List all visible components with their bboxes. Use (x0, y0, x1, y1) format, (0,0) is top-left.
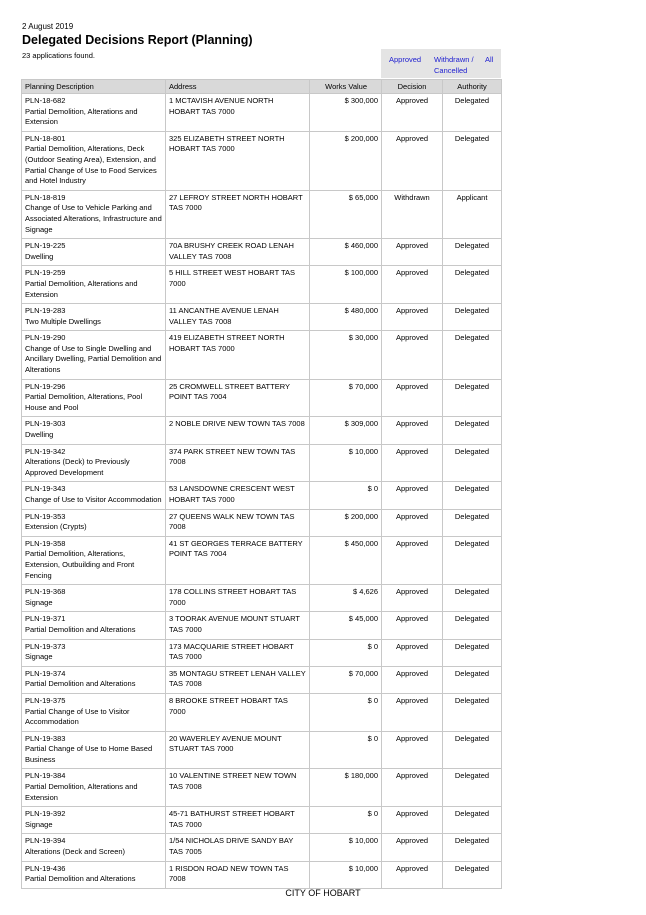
works-value-cell: $ 0 (310, 807, 382, 834)
authority-cell: Delegated (443, 379, 502, 417)
application-description: Partial Change of Use to Home Based Business (25, 744, 153, 764)
application-id: PLN-19-383 (25, 733, 66, 743)
header-authority: Authority (443, 80, 502, 94)
table-body (22, 94, 502, 889)
decision-cell: Approved (382, 94, 443, 132)
application-description: Partial Change of Use to Visitor Accommodation (25, 706, 130, 727)
report-date: 2 August 2019 (22, 22, 74, 31)
applications-table (21, 79, 502, 889)
works-value-cell: $ 10,000 (310, 444, 382, 482)
header-decision: Decision (382, 80, 443, 94)
description-cell (22, 536, 166, 584)
table-row (22, 666, 502, 693)
decision-cell: Approved (382, 807, 443, 834)
authority-cell: Delegated (443, 131, 502, 190)
application-id: PLN-19-371 (25, 614, 66, 624)
works-value-cell: $ 10,000 (310, 834, 382, 861)
application-description: Signage (25, 819, 53, 829)
table-row (22, 509, 502, 536)
table-row (22, 444, 502, 482)
decision-cell: Approved (382, 666, 443, 693)
application-id: PLN-19-296 (25, 381, 66, 391)
application-id: PLN-19-358 (25, 538, 66, 548)
address-cell: 178 COLLINS STREET HOBART TAS 7000 (166, 585, 310, 612)
works-value-cell: $ 65,000 (310, 190, 382, 238)
application-description: Partial Demolition, Alterations and Extension (25, 278, 138, 299)
application-id: PLN-19-343 (25, 484, 66, 494)
application-id: PLN-18-819 (25, 192, 66, 202)
filter-approved-link[interactable]: Approved (389, 55, 422, 64)
works-value-cell: $ 10,000 (310, 861, 382, 888)
decision-cell: Approved (382, 585, 443, 612)
decision-cell: Approved (382, 731, 443, 769)
results-count: 23 applications found. (22, 51, 95, 60)
authority-cell: Delegated (443, 693, 502, 731)
description-cell (22, 266, 166, 304)
authority-cell: Delegated (443, 639, 502, 666)
table-row (22, 304, 502, 331)
description-cell (22, 769, 166, 807)
authority-cell: Delegated (443, 666, 502, 693)
works-value-cell: $ 180,000 (310, 769, 382, 807)
table-row (22, 731, 502, 769)
table-row (22, 769, 502, 807)
address-cell: 325 ELIZABETH STREET NORTH HOBART TAS 7000 (166, 131, 310, 190)
description-cell (22, 131, 166, 190)
authority-cell: Delegated (443, 304, 502, 331)
authority-cell: Delegated (443, 834, 502, 861)
header-description: Planning Description (22, 80, 166, 94)
table-row (22, 239, 502, 266)
application-description: Alterations (Deck and Screen) (25, 847, 126, 857)
authority-cell: Delegated (443, 769, 502, 807)
address-cell: 25 CROMWELL STREET BATTERY POINT TAS 7004 (166, 379, 310, 417)
authority-cell: Delegated (443, 612, 502, 639)
decision-cell: Approved (382, 131, 443, 190)
table-row (22, 94, 502, 132)
decision-cell: Approved (382, 834, 443, 861)
application-id: PLN-19-374 (25, 668, 66, 678)
application-id: PLN-19-384 (25, 771, 66, 781)
decision-cell: Approved (382, 509, 443, 536)
table-row (22, 417, 502, 444)
application-description: Dwelling (25, 430, 54, 440)
description-cell (22, 379, 166, 417)
decision-cell: Withdrawn (382, 190, 443, 238)
application-description: Partial Demolition, Alterations and Extension (25, 106, 138, 127)
address-cell: 1/54 NICHOLAS DRIVE SANDY BAY TAS 7005 (166, 834, 310, 861)
authority-cell: Applicant (443, 190, 502, 238)
filter-all-link[interactable]: All (485, 55, 494, 64)
authority-cell: Delegated (443, 731, 502, 769)
application-id: PLN-19-303 (25, 419, 66, 429)
authority-cell: Delegated (443, 807, 502, 834)
application-id: PLN-19-394 (25, 836, 66, 846)
application-id: PLN-19-259 (25, 268, 66, 278)
decision-cell: Approved (382, 304, 443, 331)
application-id: PLN-19-290 (25, 333, 66, 343)
description-cell (22, 304, 166, 331)
description-cell (22, 861, 166, 888)
description-cell (22, 444, 166, 482)
description-cell (22, 693, 166, 731)
address-cell: 2 NOBLE DRIVE NEW TOWN TAS 7008 (166, 417, 310, 444)
works-value-cell: $ 0 (310, 482, 382, 509)
application-id: PLN-19-375 (25, 695, 66, 705)
works-value-cell: $ 100,000 (310, 266, 382, 304)
table-row (22, 861, 502, 888)
application-id: PLN-19-436 (25, 863, 66, 873)
application-id: PLN-19-342 (25, 446, 66, 456)
decision-cell: Approved (382, 769, 443, 807)
table-row (22, 693, 502, 731)
application-description: Partial Demolition, Alterations, Pool House and Pool (25, 392, 143, 412)
table-row (22, 379, 502, 417)
header-works-value: Works Value (310, 80, 382, 94)
address-cell: 35 MONTAGU STREET LENAH VALLEY TAS 7008 (166, 666, 310, 693)
decision-cell: Approved (382, 612, 443, 639)
filter-bar (381, 49, 501, 78)
authority-cell: Delegated (443, 266, 502, 304)
address-cell: 45-71 BATHURST STREET HOBART TAS 7000 (166, 807, 310, 834)
table-row (22, 585, 502, 612)
address-cell: 10 VALENTINE STREET NEW TOWN TAS 7008 (166, 769, 310, 807)
works-value-cell: $ 200,000 (310, 509, 382, 536)
application-description: Two Multiple Dwellings (25, 316, 101, 326)
application-description: Partial Demolition and Alterations (25, 624, 136, 634)
table-row (22, 536, 502, 584)
authority-cell: Delegated (443, 417, 502, 444)
authority-cell: Delegated (443, 585, 502, 612)
application-id: PLN-18-801 (25, 133, 66, 143)
application-id: PLN-19-225 (25, 241, 66, 251)
description-cell (22, 666, 166, 693)
works-value-cell: $ 45,000 (310, 612, 382, 639)
authority-cell: Delegated (443, 444, 502, 482)
description-cell (22, 807, 166, 834)
application-id: PLN-19-283 (25, 306, 66, 316)
address-cell: 27 LEFROY STREET NORTH HOBART TAS 7000 (166, 190, 310, 238)
report-title: Delegated Decisions Report (Planning) (22, 33, 253, 47)
table-row (22, 331, 502, 379)
decision-cell: Approved (382, 693, 443, 731)
description-cell (22, 509, 166, 536)
description-cell (22, 585, 166, 612)
application-description: Partial Demolition, Alterations, Deck (Outdoor Seating Area), Extension, and Partial Change of Use to Food Services and Hotel Industry (25, 144, 157, 186)
table-row (22, 834, 502, 861)
works-value-cell: $ 200,000 (310, 131, 382, 190)
decision-cell: Approved (382, 861, 443, 888)
address-cell: 173 MACQUARIE STREET HOBART TAS 7000 (166, 639, 310, 666)
application-description: Dwelling (25, 251, 54, 261)
decision-cell: Approved (382, 536, 443, 584)
address-cell: 53 LANSDOWNE CRESCENT WEST HOBART TAS 7000 (166, 482, 310, 509)
application-description: Partial Demolition, Alterations, Extension, Outbuilding and Front Fencing (25, 549, 135, 580)
application-description: Partial Demolition and Alterations (25, 679, 136, 689)
filter-withdrawn-link[interactable]: Withdrawn / Cancelled (434, 55, 474, 75)
works-value-cell: $ 460,000 (310, 239, 382, 266)
address-cell: 8 BROOKE STREET HOBART TAS 7000 (166, 693, 310, 731)
application-id: PLN-19-392 (25, 809, 66, 819)
works-value-cell: $ 300,000 (310, 94, 382, 132)
header-address: Address (166, 80, 310, 94)
address-cell: 41 ST GEORGES TERRACE BATTERY POINT TAS 7004 (166, 536, 310, 584)
application-description: Change of Use to Vehicle Parking and Associated Alterations, Infrastructure and Signage (25, 203, 162, 234)
works-value-cell: $ 0 (310, 639, 382, 666)
decision-cell: Approved (382, 444, 443, 482)
address-cell: 70A BRUSHY CREEK ROAD LENAH VALLEY TAS 7008 (166, 239, 310, 266)
works-value-cell: $ 70,000 (310, 666, 382, 693)
application-description: Partial Demolition, Alterations and Extension (25, 782, 138, 802)
address-cell: 27 QUEENS WALK NEW TOWN TAS 7008 (166, 509, 310, 536)
application-id: PLN-18-682 (25, 96, 66, 105)
works-value-cell: $ 0 (310, 693, 382, 731)
table-row (22, 190, 502, 238)
application-description: Partial Demolition and Alterations (25, 874, 136, 884)
decision-cell: Approved (382, 379, 443, 417)
works-value-cell: $ 30,000 (310, 331, 382, 379)
address-cell: 1 RISDON ROAD NEW TOWN TAS 7008 (166, 861, 310, 888)
footer-organisation: CITY OF HOBART (285, 888, 361, 898)
decision-cell: Approved (382, 639, 443, 666)
description-cell (22, 639, 166, 666)
table-row (22, 639, 502, 666)
address-cell: 419 ELIZABETH STREET NORTH HOBART TAS 7000 (166, 331, 310, 379)
authority-cell: Delegated (443, 331, 502, 379)
works-value-cell: $ 480,000 (310, 304, 382, 331)
description-cell (22, 612, 166, 639)
description-cell (22, 834, 166, 861)
authority-cell: Delegated (443, 536, 502, 584)
address-cell: 1 MCTAVISH AVENUE NORTH HOBART TAS 7000 (166, 94, 310, 132)
description-cell (22, 731, 166, 769)
description-cell (22, 417, 166, 444)
decision-cell: Approved (382, 239, 443, 266)
authority-cell: Delegated (443, 482, 502, 509)
works-value-cell: $ 4,626 (310, 585, 382, 612)
table-row (22, 131, 502, 190)
address-cell: 5 HILL STREET WEST HOBART TAS 7000 (166, 266, 310, 304)
description-cell (22, 190, 166, 238)
works-value-cell: $ 450,000 (310, 536, 382, 584)
application-description: Extension (Crypts) (25, 522, 87, 532)
description-cell (22, 239, 166, 266)
authority-cell: Delegated (443, 861, 502, 888)
description-cell (22, 482, 166, 509)
application-description: Change of Use to Visitor Accommodation (25, 495, 162, 504)
table-header-row (22, 80, 502, 94)
decision-cell: Approved (382, 331, 443, 379)
table-row (22, 807, 502, 834)
authority-cell: Delegated (443, 509, 502, 536)
authority-cell: Delegated (443, 239, 502, 266)
address-cell: 20 WAVERLEY AVENUE MOUNT STUART TAS 7000 (166, 731, 310, 769)
application-id: PLN-19-373 (25, 641, 66, 651)
works-value-cell: $ 0 (310, 731, 382, 769)
application-description: Signage (25, 652, 53, 662)
address-cell: 374 PARK STREET NEW TOWN TAS 7008 (166, 444, 310, 482)
decision-cell: Approved (382, 482, 443, 509)
decision-cell: Approved (382, 417, 443, 444)
decision-cell: Approved (382, 266, 443, 304)
address-cell: 11 ANCANTHE AVENUE LENAH VALLEY TAS 7008 (166, 304, 310, 331)
works-value-cell: $ 70,000 (310, 379, 382, 417)
table-row (22, 482, 502, 509)
application-description: Change of Use to Single Dwelling and Ancillary Dwelling, Partial Demolition and Alterations (25, 343, 162, 375)
application-id: PLN-19-368 (25, 587, 66, 597)
authority-cell: Delegated (443, 94, 502, 132)
application-id: PLN-19-353 (25, 511, 66, 521)
application-description: Signage (25, 597, 53, 607)
address-cell: 3 TOORAK AVENUE MOUNT STUART TAS 7000 (166, 612, 310, 639)
description-cell (22, 331, 166, 379)
table-row (22, 612, 502, 639)
description-cell (22, 94, 166, 132)
table-row (22, 266, 502, 304)
application-description: Alterations (Deck) to Previously Approved Development (25, 457, 130, 477)
works-value-cell: $ 309,000 (310, 417, 382, 444)
